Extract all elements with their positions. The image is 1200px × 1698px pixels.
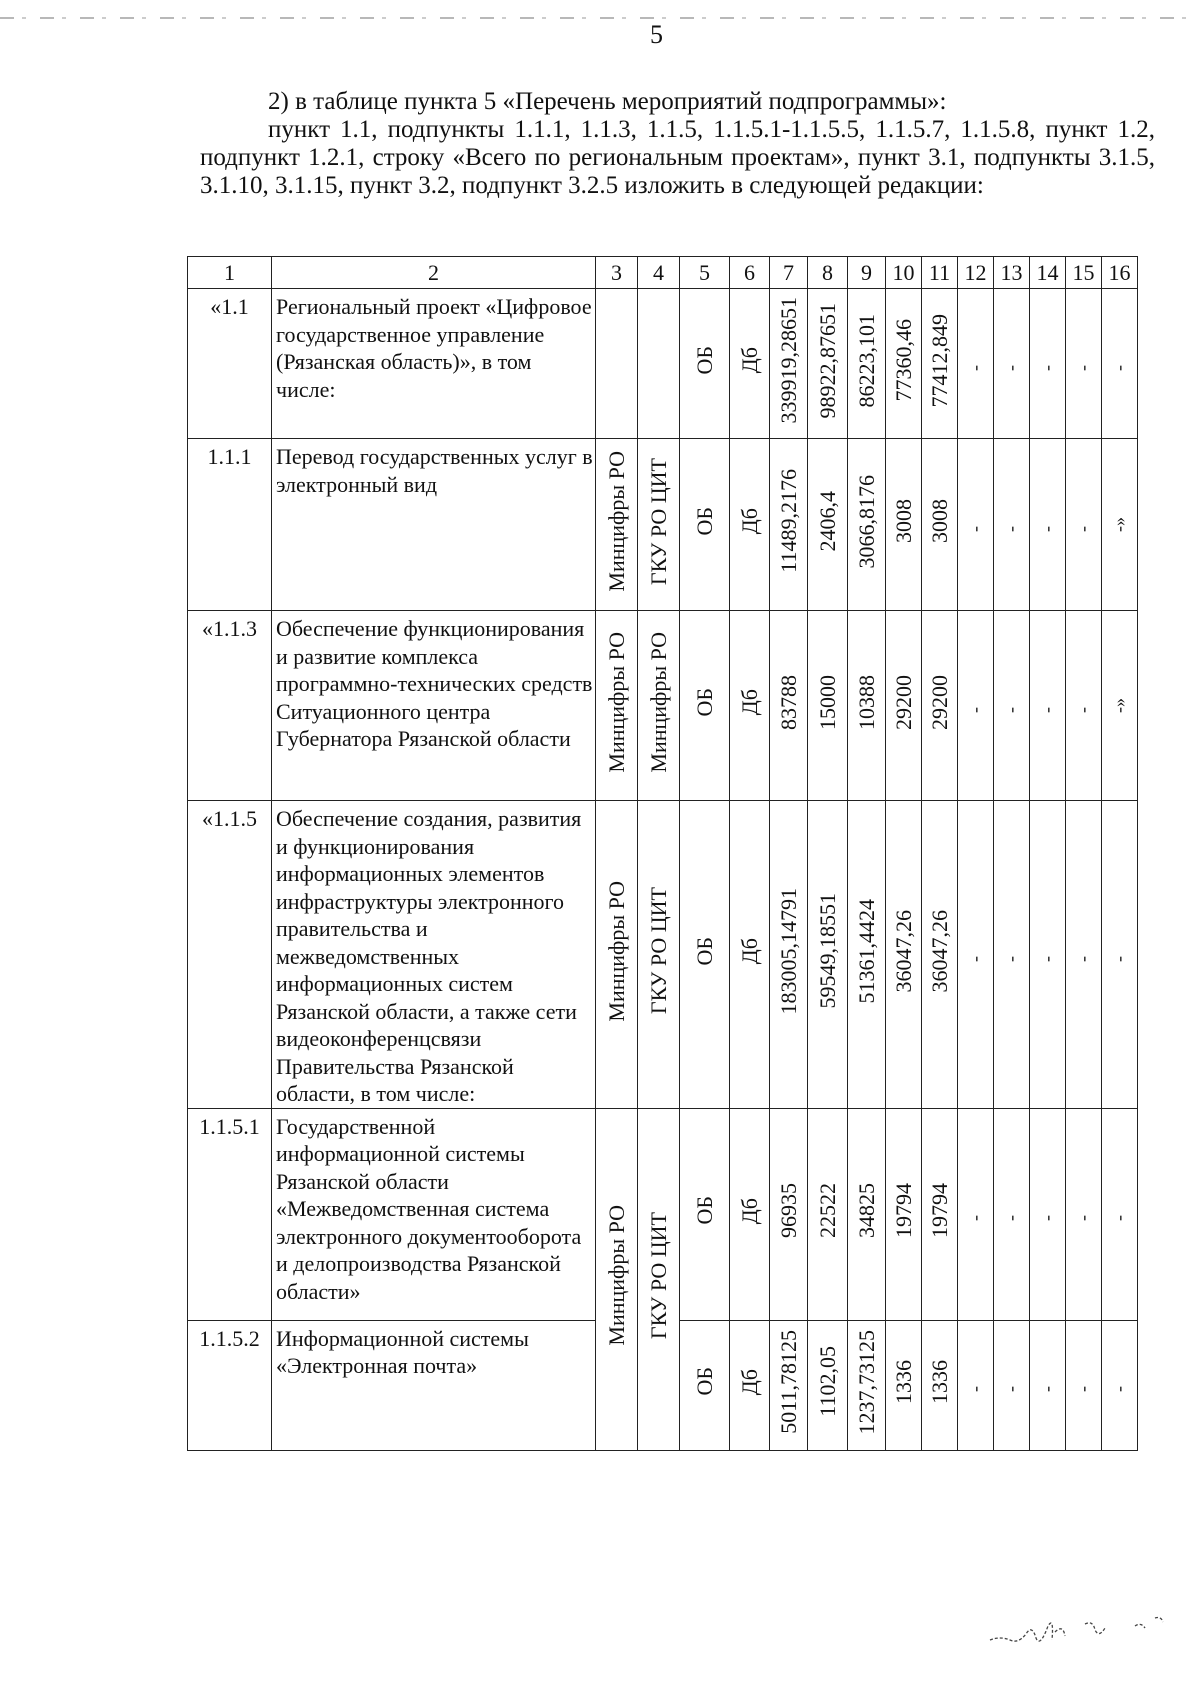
amount-cell-text: 29200 (926, 674, 952, 730)
row-number: «1.1.3 (188, 611, 272, 801)
amount-cell (848, 289, 886, 439)
empty-value-cell-text: - (1000, 955, 1021, 962)
recipient-cell (638, 439, 680, 611)
amount-cell-text: 5011,78125 (775, 1329, 801, 1434)
budget-source-cell (680, 611, 730, 801)
amount-cell-text: 83788 (775, 674, 801, 730)
unit-cell (730, 801, 770, 1109)
empty-value-cell (994, 1320, 1030, 1450)
amount-cell-text: 86223,101 (853, 313, 879, 407)
empty-value-cell-text: - (1036, 1215, 1057, 1222)
row-name: Обеспечение создания, развития и функционирования информационных элементов инфраструктуры электронного правительства и межведомственных информационных систем Рязанской области, а также сети видеоконференцсвязи Правительства Рязанской области, в том числе: (272, 801, 596, 1109)
header-cell: 13 (994, 257, 1030, 289)
empty-value-cell (1102, 611, 1138, 801)
amount-cell-text: 1336 (926, 1359, 952, 1404)
row-name: Региональный проект «Цифровое государственное управление (Рязанская область)», в том числе: (272, 289, 596, 439)
amount-cell (886, 1108, 922, 1320)
header-cell: 2 (272, 257, 596, 289)
header-cell: 14 (1030, 257, 1066, 289)
empty-value-cell-text: - (964, 525, 985, 532)
empty-value-cell (958, 611, 994, 801)
amount-cell (922, 801, 958, 1109)
table-row (188, 801, 1138, 1109)
empty-value-cell (994, 611, 1030, 801)
budget-source-cell (680, 1320, 730, 1450)
executor-cell (596, 801, 638, 1109)
recipient-cell (638, 289, 680, 439)
executor-cell (596, 289, 638, 439)
amount-cell (922, 1108, 958, 1320)
empty-value-cell-text: - (964, 1215, 985, 1222)
executor-cell (596, 1108, 638, 1450)
recipient-cell (638, 611, 680, 801)
empty-value-cell-text: -» (1108, 516, 1129, 532)
unit-cell (730, 1320, 770, 1450)
amount-cell (770, 1108, 808, 1320)
unit-cell-text: Дб (736, 689, 762, 716)
empty-value-cell-text: - (1108, 955, 1129, 962)
header-cell: 5 (680, 257, 730, 289)
intro-line-2: пункт 1.1, подпункты 1.1.1, 1.1.3, 1.1.5, 1.1.5.1-1.1.5.5, 1.1.5.7, 1.1.5.8, пункт 1.2, подпункт 1.2.1, строку «Всего по региональным проектам», пункт 3.1, подпункты 3.1.5, 3.1.10, 3.1.15, пункт 3.2, подпункт 3.2.5 изложить в следующей редакции: (200, 116, 1155, 199)
row-number: 1.1.5.2 (188, 1320, 272, 1450)
amount-cell (808, 439, 848, 611)
unit-cell-text: Дб (736, 508, 762, 535)
amount-cell (808, 611, 848, 801)
amount-cell-text: 96935 (775, 1183, 801, 1239)
unit-cell (730, 1108, 770, 1320)
intro-line-1: 2) в таблице пункта 5 «Перечень мероприятий подпрограммы»: (268, 88, 947, 115)
executor-cell-text: Минцифры РО (603, 1205, 629, 1347)
recipient-cell (638, 801, 680, 1109)
amount-cell (770, 801, 808, 1109)
amount-cell-text: 77412,849 (926, 313, 952, 407)
amount-cell-text: 2406,4 (814, 491, 840, 552)
amount-cell (808, 1108, 848, 1320)
table-row (188, 439, 1138, 611)
amount-cell (770, 611, 808, 801)
empty-value-cell (958, 289, 994, 439)
amount-cell-text: 98922,87651 (814, 302, 840, 418)
amount-cell-text: 339919,28651 (775, 297, 801, 424)
recipient-cell (638, 1108, 680, 1450)
executor-cell-text: Минцифры РО (603, 450, 629, 592)
empty-value-cell-text: - (1000, 1386, 1021, 1393)
executor-cell (596, 439, 638, 611)
empty-value-cell (1030, 289, 1066, 439)
empty-value-cell (1102, 439, 1138, 611)
empty-value-cell-text: - (964, 706, 985, 713)
empty-value-cell (1030, 439, 1066, 611)
empty-value-cell (958, 439, 994, 611)
empty-value-cell-text: - (1072, 364, 1093, 371)
empty-value-cell (994, 439, 1030, 611)
empty-value-cell-text: - (1072, 706, 1093, 713)
measures-table (187, 256, 1138, 1451)
amount-cell-text: 19794 (926, 1183, 952, 1239)
amount-cell (922, 439, 958, 611)
amount-cell (770, 1320, 808, 1450)
empty-value-cell (994, 1108, 1030, 1320)
row-number: 1.1.1 (188, 439, 272, 611)
empty-value-cell-text: -» (1108, 697, 1129, 713)
empty-value-cell (1102, 1320, 1138, 1450)
empty-value-cell-text: - (964, 364, 985, 371)
empty-value-cell-text: - (1072, 1386, 1093, 1393)
amount-cell (848, 1320, 886, 1450)
amount-cell-text: 3008 (890, 499, 916, 544)
amount-cell-text: 29200 (890, 674, 916, 730)
handwritten-mark-icon (985, 1600, 1175, 1650)
budget-source-cell-text: ОБ (691, 345, 717, 375)
recipient-cell-text: ГКУ РО ЦИТ (645, 887, 671, 1015)
empty-value-cell (1102, 801, 1138, 1109)
empty-value-cell (958, 1108, 994, 1320)
header-cell: 15 (1066, 257, 1102, 289)
recipient-cell-text: ГКУ РО ЦИТ (645, 1212, 671, 1340)
amount-cell-text: 36047,26 (926, 909, 952, 993)
empty-value-cell-text: - (1036, 525, 1057, 532)
unit-cell (730, 611, 770, 801)
header-cell: 16 (1102, 257, 1138, 289)
amount-cell-text: 51361,4424 (853, 898, 879, 1004)
amount-cell-text: 15000 (814, 674, 840, 730)
header-cell: 9 (848, 257, 886, 289)
empty-value-cell-text: - (1108, 1215, 1129, 1222)
empty-value-cell (1102, 289, 1138, 439)
unit-cell (730, 439, 770, 611)
table-header-row (188, 257, 1138, 289)
empty-value-cell-text: - (1036, 364, 1057, 371)
amount-cell (848, 801, 886, 1109)
amount-cell-text: 36047,26 (890, 909, 916, 993)
empty-value-cell-text: - (1072, 955, 1093, 962)
amount-cell (848, 611, 886, 801)
amount-cell (808, 1320, 848, 1450)
amount-cell (886, 1320, 922, 1450)
header-cell: 4 (638, 257, 680, 289)
executor-cell-text: Минцифры РО (603, 631, 629, 773)
amount-cell-text: 3066,8176 (853, 474, 879, 568)
amount-cell (770, 439, 808, 611)
amount-cell-text: 3008 (926, 499, 952, 544)
empty-value-cell (1066, 611, 1102, 801)
header-cell: 10 (886, 257, 922, 289)
empty-value-cell-text: - (964, 1386, 985, 1393)
empty-value-cell (1066, 1320, 1102, 1450)
empty-value-cell (958, 801, 994, 1109)
empty-value-cell-text: - (1000, 1215, 1021, 1222)
budget-source-cell-text: ОБ (691, 687, 717, 717)
amount-cell-text: 1102,05 (814, 1346, 840, 1418)
budget-source-cell (680, 1108, 730, 1320)
header-cell: 12 (958, 257, 994, 289)
amount-cell (770, 289, 808, 439)
amount-cell (808, 801, 848, 1109)
empty-value-cell (1030, 611, 1066, 801)
amount-cell-text: 11489,2176 (775, 469, 801, 574)
amount-cell (922, 289, 958, 439)
budget-source-cell (680, 439, 730, 611)
amount-cell-text: 19794 (890, 1183, 916, 1239)
empty-value-cell (1066, 289, 1102, 439)
unit-cell (730, 289, 770, 439)
amount-cell-text: 1237,73125 (853, 1329, 879, 1434)
amount-cell (886, 439, 922, 611)
amount-cell (886, 611, 922, 801)
empty-value-cell-text: - (1000, 525, 1021, 532)
empty-value-cell (1030, 1108, 1066, 1320)
amount-cell-text: 22522 (814, 1183, 840, 1239)
empty-value-cell-text: - (1000, 364, 1021, 371)
header-cell: 11 (922, 257, 958, 289)
empty-value-cell (1102, 1108, 1138, 1320)
empty-value-cell (994, 289, 1030, 439)
intro-text (200, 88, 1155, 200)
executor-cell (596, 611, 638, 801)
empty-value-cell-text: - (1072, 1215, 1093, 1222)
amount-cell-text: 1336 (890, 1359, 916, 1404)
empty-value-cell-text: - (1036, 706, 1057, 713)
amount-cell-text: 77360,46 (890, 319, 916, 402)
empty-value-cell (958, 1320, 994, 1450)
empty-value-cell-text: - (1000, 706, 1021, 713)
empty-value-cell (1066, 439, 1102, 611)
amount-cell (922, 1320, 958, 1450)
unit-cell-text: Дб (736, 1197, 762, 1224)
empty-value-cell-text: - (1108, 364, 1129, 371)
table-row (188, 289, 1138, 439)
executor-cell-text: Минцифры РО (603, 880, 629, 1022)
budget-source-cell-text: ОБ (691, 936, 717, 966)
header-cell: 8 (808, 257, 848, 289)
budget-source-cell-text: ОБ (691, 1367, 717, 1397)
unit-cell-text: Дб (736, 937, 762, 965)
amount-cell-text: 183005,14791 (775, 887, 801, 1015)
recipient-cell-text: ГКУ РО ЦИТ (645, 457, 671, 585)
empty-value-cell-text: - (1072, 525, 1093, 532)
amount-cell-text: 34825 (853, 1183, 879, 1239)
header-cell: 1 (188, 257, 272, 289)
amount-cell (886, 801, 922, 1109)
empty-value-cell (1030, 801, 1066, 1109)
empty-value-cell-text: - (964, 955, 985, 962)
table-row (188, 1108, 1138, 1320)
table-row (188, 611, 1138, 801)
amount-cell (848, 1108, 886, 1320)
amount-cell (808, 289, 848, 439)
unit-cell-text: Дб (736, 347, 762, 374)
amount-cell (922, 611, 958, 801)
amount-cell-text: 10388 (853, 674, 879, 730)
row-number: «1.1 (188, 289, 272, 439)
empty-value-cell (1066, 801, 1102, 1109)
page-number: 5 (650, 20, 663, 49)
row-name: Перевод государственных услуг в электронный вид (272, 439, 596, 611)
row-name: Государственной информационной системы Рязанской области «Межведомственная система электронного документооборота и делопроизводства Рязанской области» (272, 1108, 596, 1320)
empty-value-cell-text: - (1108, 1386, 1129, 1393)
budget-source-cell-text: ОБ (691, 506, 717, 536)
header-cell: 7 (770, 257, 808, 289)
recipient-cell-text: Минцифры РО (645, 631, 671, 773)
header-cell: 6 (730, 257, 770, 289)
row-name: Информационной системы «Электронная почта» (272, 1320, 596, 1450)
row-number: 1.1.5.1 (188, 1108, 272, 1320)
amount-cell-text: 59549,18551 (814, 893, 840, 1009)
row-name: Обеспечение функционирования и развитие комплекса программно-технических средств Ситуационного центра Губернатора Рязанской области (272, 611, 596, 801)
empty-value-cell (1030, 1320, 1066, 1450)
empty-value-cell-text: - (1036, 955, 1057, 962)
scan-artifact-line (0, 17, 1200, 19)
empty-value-cell-text: - (1036, 1386, 1057, 1393)
budget-source-cell-text: ОБ (691, 1196, 717, 1226)
amount-cell (848, 439, 886, 611)
budget-source-cell (680, 289, 730, 439)
unit-cell-text: Дб (736, 1368, 762, 1395)
row-number: «1.1.5 (188, 801, 272, 1109)
amount-cell (886, 289, 922, 439)
header-cell: 3 (596, 257, 638, 289)
empty-value-cell (994, 801, 1030, 1109)
empty-value-cell (1066, 1108, 1102, 1320)
budget-source-cell (680, 801, 730, 1109)
